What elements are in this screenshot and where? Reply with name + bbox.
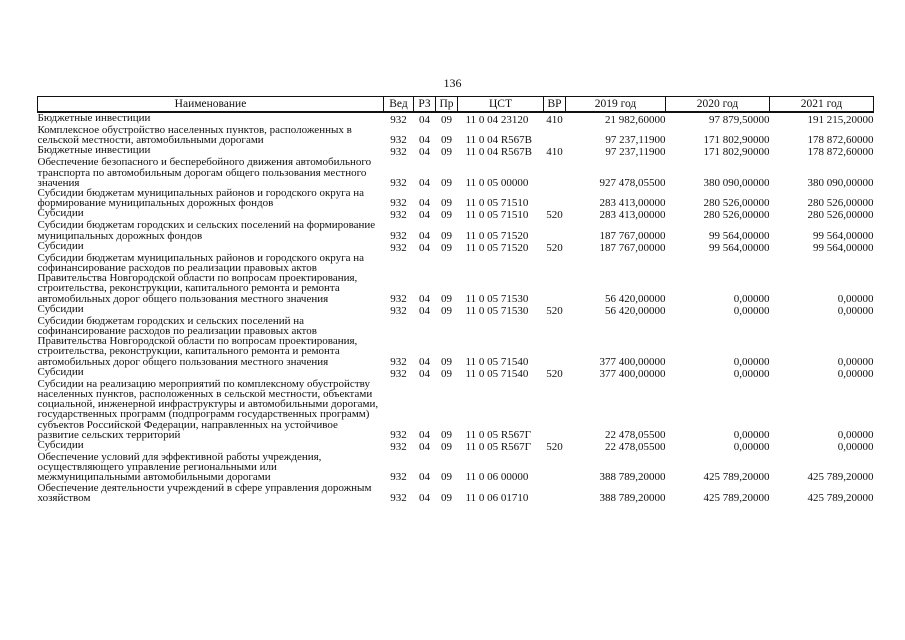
cell-pr: 09 [441, 176, 452, 189]
table-row [38, 452, 874, 483]
cell-pr: 09 [441, 113, 452, 126]
cell-name: Субсидии [37, 207, 84, 220]
cell-y2020: 280 526,00000 [703, 209, 770, 222]
cell-rz: 04 [419, 440, 430, 453]
cell-vr: 520 [546, 440, 563, 453]
budget-table [37, 96, 874, 503]
cell-y2019: 56 420,00000 [605, 304, 666, 317]
cell-ved: 932 [390, 367, 407, 380]
cell-vr [544, 188, 566, 208]
cell-ved: 932 [390, 491, 407, 504]
cell-y2019: 377 400,00000 [599, 367, 666, 380]
cell-y2019: 187 767,00000 [599, 241, 666, 254]
cell-ved: 932 [390, 428, 407, 441]
cell-y2021: 0,00000 [837, 355, 874, 368]
cell-y2019: 388 789,20000 [599, 491, 666, 504]
cell-ved: 932 [390, 355, 407, 368]
table-row [38, 483, 874, 503]
cell-y2021: 425 789,20000 [807, 491, 874, 504]
cell-y2019: 22 478,05500 [605, 428, 666, 441]
cell-vr [544, 379, 566, 440]
cell-y2020: 99 564,00000 [709, 241, 770, 254]
cell-vr: 520 [546, 209, 563, 222]
cell-rz: 04 [419, 113, 430, 126]
cell-y2019: 927 478,05500 [599, 176, 666, 189]
cell-cst: 11 0 05 R567Г [465, 440, 532, 453]
cell-vr: 410 [546, 113, 563, 126]
cell-y2020: 0,00000 [733, 440, 770, 453]
cell-name: Субсидии бюджетам городских и сельских поселений на софинансирование расходов по реализации правовых актов Правительства Новгородской области по вопросам проектирования, строительства, реконструкции, капитального ремонта и ремонта автомобильных дорог общего пользования местного значения [37, 314, 358, 368]
cell-y2021: 191 215,20000 [807, 113, 874, 126]
header-cst: ЦСТ [458, 97, 544, 113]
cell-pr: 09 [441, 355, 452, 368]
cell-ved: 932 [390, 229, 407, 242]
cell-name: Бюджетные инвестиции [37, 112, 151, 124]
cell-cst: 11 0 04 R567B [465, 134, 533, 147]
cell-y2020: 280 526,00000 [703, 197, 770, 210]
cell-y2021: 280 526,00000 [807, 209, 874, 222]
cell-y2020: 425 789,20000 [703, 491, 770, 504]
cell-y2019: 21 982,60000 [605, 113, 666, 126]
cell-ved: 932 [390, 292, 407, 305]
cell-cst: 11 0 06 01710 [465, 491, 529, 504]
cell-vr [544, 253, 566, 304]
table-body [38, 112, 874, 503]
cell-cst: 11 0 05 71540 [465, 355, 529, 368]
cell-y2021: 0,00000 [837, 440, 874, 453]
cell-y2019: 97 237,11900 [605, 146, 666, 159]
cell-ved: 932 [390, 471, 407, 484]
header-name: Наименование [38, 97, 384, 113]
cell-pr: 09 [441, 440, 452, 453]
header-pr: Пр [436, 97, 458, 113]
cell-rz: 04 [419, 229, 430, 242]
cell-y2021: 178 872,60000 [807, 146, 874, 159]
cell-pr: 09 [441, 491, 452, 504]
cell-y2019: 22 478,05500 [605, 440, 666, 453]
cell-pr: 09 [441, 471, 452, 484]
cell-rz: 04 [419, 134, 430, 147]
cell-y2021: 0,00000 [837, 304, 874, 317]
page-number: 136 [443, 76, 462, 90]
cell-y2021: 0,00000 [837, 292, 874, 305]
header-rz: РЗ [414, 97, 436, 113]
cell-pr: 09 [441, 197, 452, 210]
cell-vr [544, 452, 566, 483]
cell-y2020: 0,00000 [733, 367, 770, 380]
cell-rz: 04 [419, 197, 430, 210]
cell-y2020: 99 564,00000 [709, 229, 770, 242]
cell-vr [544, 125, 566, 145]
cell-y2020: 0,00000 [733, 355, 770, 368]
cell-ved: 932 [390, 304, 407, 317]
cell-rz: 04 [419, 209, 430, 222]
cell-y2020: 0,00000 [733, 292, 770, 305]
table-row [38, 125, 874, 145]
cell-ved: 932 [390, 146, 407, 159]
cell-cst: 11 0 05 71530 [465, 292, 529, 305]
cell-rz: 04 [419, 428, 430, 441]
cell-name: Субсидии [37, 365, 84, 378]
cell-vr [544, 483, 566, 503]
cell-name: Субсидии бюджетам городских и сельских поселений на формирование муниципальных дорожных фондов [37, 219, 376, 242]
cell-pr: 09 [441, 146, 452, 159]
cell-cst: 11 0 06 00000 [465, 471, 529, 484]
cell-cst: 11 0 05 71510 [465, 209, 529, 222]
cell-name: Субсидии [37, 239, 84, 252]
cell-y2021: 99 564,00000 [813, 241, 874, 254]
cell-vr [544, 220, 566, 240]
cell-y2019: 388 789,20000 [599, 471, 666, 484]
cell-pr: 09 [441, 428, 452, 441]
header-vr: ВР [544, 97, 566, 113]
cell-rz: 04 [419, 241, 430, 254]
cell-vr: 520 [546, 304, 563, 317]
cell-y2020: 380 090,00000 [703, 176, 770, 189]
cell-y2019: 283 413,00000 [599, 209, 666, 222]
table-row [38, 188, 874, 208]
cell-y2019: 283 413,00000 [599, 197, 666, 210]
cell-name: Обеспечение деятельности учреждений в сфере управления дорожным хозяйством [37, 481, 372, 504]
table-row [38, 157, 874, 188]
cell-name: Субсидии на реализацию мероприятий по комплексному обустройству населенных пунктов, расположенных в сельской местности, объектами социальной, инженерной инфраструктуры и автомобильными дорогами, государственных программ (подпрограмм государственных программ) субъектов Российской Федерации, направленных на устойчивое развитие сельских территорий [37, 377, 379, 441]
cell-pr: 09 [441, 229, 452, 242]
cell-rz: 04 [419, 367, 430, 380]
cell-y2020: 0,00000 [733, 304, 770, 317]
cell-y2020: 171 802,90000 [703, 146, 770, 159]
cell-pr: 09 [441, 367, 452, 380]
cell-y2021: 99 564,00000 [813, 229, 874, 242]
table-row [38, 316, 874, 367]
cell-y2020: 97 879,50000 [709, 113, 770, 126]
cell-y2021: 425 789,20000 [807, 471, 874, 484]
cell-rz: 04 [419, 491, 430, 504]
cell-ved: 932 [390, 209, 407, 222]
cell-y2021: 0,00000 [837, 367, 874, 380]
cell-cst: 11 0 05 71520 [465, 241, 529, 254]
cell-y2019: 97 237,11900 [605, 134, 666, 147]
cell-pr: 09 [441, 292, 452, 305]
cell-cst: 11 0 04 23120 [465, 113, 529, 126]
cell-ved: 932 [390, 134, 407, 147]
cell-rz: 04 [419, 355, 430, 368]
cell-y2020: 425 789,20000 [703, 471, 770, 484]
table-row [38, 220, 874, 240]
cell-ved: 932 [390, 440, 407, 453]
cell-ved: 932 [390, 113, 407, 126]
cell-vr [544, 316, 566, 367]
cell-vr: 520 [546, 367, 563, 380]
cell-cst: 11 0 05 71530 [465, 304, 529, 317]
header-2021: 2021 год [770, 97, 874, 113]
cell-cst: 11 0 05 R567Г [465, 428, 532, 441]
cell-y2019: 377 400,00000 [599, 355, 666, 368]
cell-rz: 04 [419, 176, 430, 189]
cell-name: Обеспечение безопасного и бесперебойного движения автомобильного транспорта по автомобильным дорогам общего пользования местного значения [37, 156, 372, 189]
cell-cst: 11 0 04 R567B [465, 146, 533, 159]
cell-rz: 04 [419, 304, 430, 317]
cell-ved: 932 [390, 197, 407, 210]
header-2019: 2019 год [566, 97, 666, 113]
cell-name: Субсидии бюджетам муниципальных районов и городского округа на софинансирование расходов по реализации правовых актов Правительства Новгородской области по вопросам проектирования, строительства, реконструкции, капитального ремонта и ремонта автомобильных дорог общего пользования местного значения [37, 251, 365, 305]
cell-pr: 09 [441, 209, 452, 222]
cell-ved: 932 [390, 241, 407, 254]
cell-name: Бюджетные инвестиции [37, 144, 151, 157]
cell-cst: 11 0 05 71540 [465, 367, 529, 380]
cell-vr: 410 [546, 146, 563, 159]
cell-name: Субсидии [37, 439, 84, 452]
cell-rz: 04 [419, 471, 430, 484]
cell-rz: 04 [419, 292, 430, 305]
cell-name: Субсидии бюджетам муниципальных районов и городского округа на формирование муниципальных дорожных фондов [37, 187, 365, 210]
cell-y2020: 171 802,90000 [703, 134, 770, 147]
cell-pr: 09 [441, 241, 452, 254]
cell-name: Обеспечение условий для эффективной работы учреждения, осуществляющего управление региональными или межмуниципальными автомобильными дорогами [37, 451, 322, 484]
cell-y2021: 178 872,60000 [807, 134, 874, 147]
cell-pr: 09 [441, 134, 452, 147]
cell-cst: 11 0 05 71520 [465, 229, 529, 242]
cell-y2021: 380 090,00000 [807, 176, 874, 189]
cell-ved: 932 [390, 176, 407, 189]
cell-y2020: 0,00000 [733, 428, 770, 441]
table-row [38, 253, 874, 304]
cell-pr: 09 [441, 304, 452, 317]
cell-rz: 04 [419, 146, 430, 159]
cell-cst: 11 0 05 71510 [465, 197, 529, 210]
cell-y2019: 56 420,00000 [605, 292, 666, 305]
header-ved: Вед [384, 97, 414, 113]
cell-vr: 520 [546, 241, 563, 254]
cell-y2021: 0,00000 [837, 428, 874, 441]
cell-vr [544, 157, 566, 188]
cell-cst: 11 0 05 00000 [465, 176, 529, 189]
table-header-row [38, 97, 874, 113]
cell-y2019: 187 767,00000 [599, 229, 666, 242]
cell-name: Субсидии [37, 302, 84, 315]
table-row [38, 379, 874, 440]
cell-y2021: 280 526,00000 [807, 197, 874, 210]
header-2020: 2020 год [666, 97, 770, 113]
cell-name: Комплексное обустройство населенных пунктов, расположенных в сельской местности, автомобильными дорогами [37, 124, 352, 147]
